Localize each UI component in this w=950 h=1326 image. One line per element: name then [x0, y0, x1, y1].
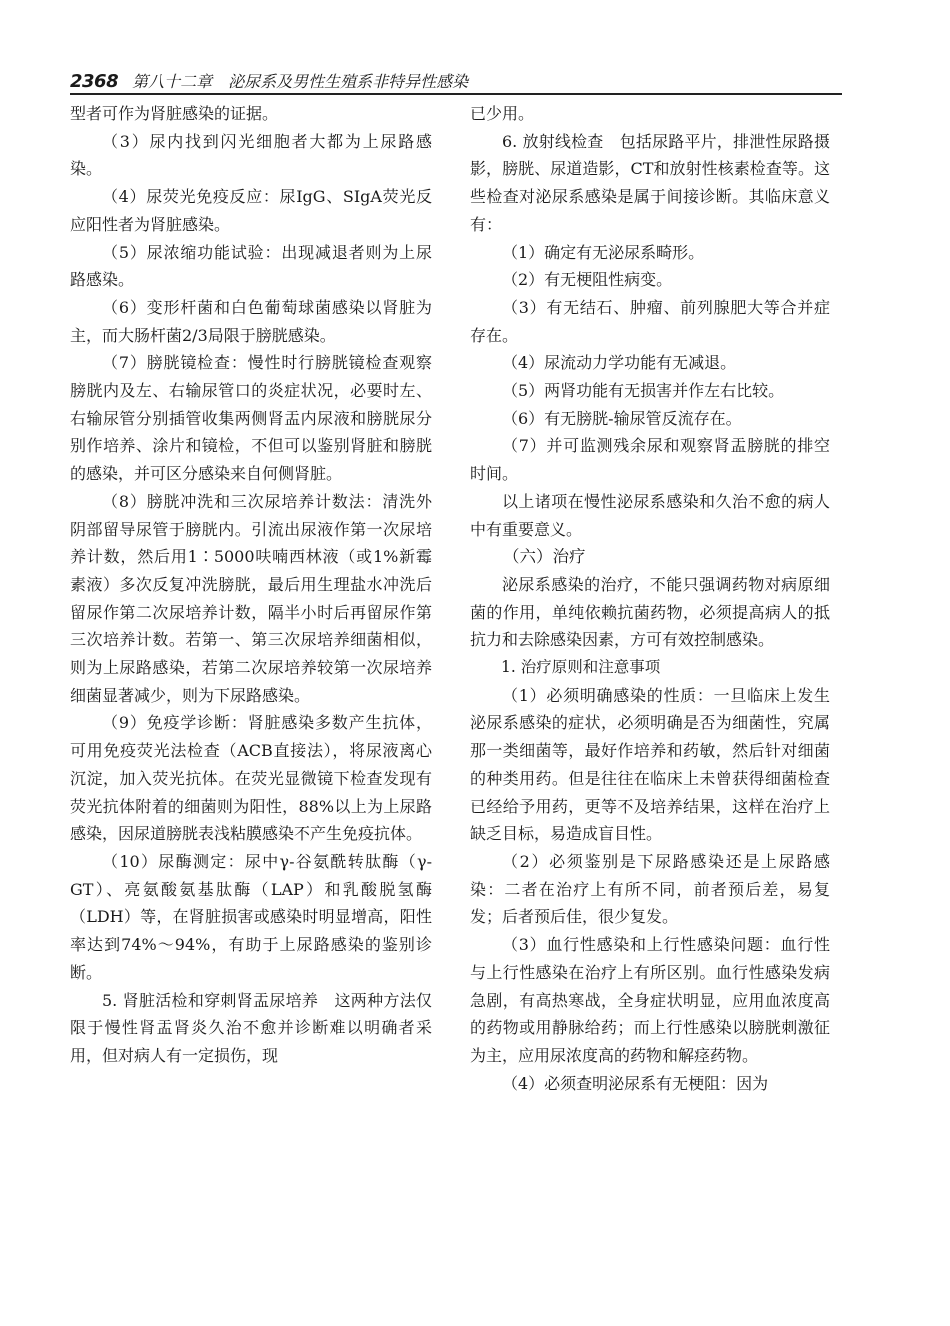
paragraph: （2）必须鉴别是下尿路感染还是上尿路感染：二者在治疗上有所不同，前者预后差，易复发；后者预后佳，很少复发。 [470, 851, 830, 927]
paragraph: 5. 肾脏活检和穿刺肾盂尿培养 这两种方法仅限于慢性肾盂肾炎久治不愈并诊断难以明确者采用，但对病人有一定损伤，现 [70, 990, 432, 1065]
paragraph: （1）确定有无泌尿系畸形。 [502, 242, 705, 262]
paragraph: （7）膀胱镜检查：慢性时行膀胱镜检查观察膀胱内及左、右输尿管口的炎症状况，必要时左、右输尿管分别插管收集两侧肾盂内尿液和膀胱尿分别作培养、涂片和镜检，不但可以鉴别肾脏和膀胱的感染，并可区分感染来自何侧肾脏。 [70, 353, 432, 484]
paragraph: 以上诸项在慢性泌尿系感染和久治不愈的病人中有重要意义。 [470, 491, 830, 539]
left-column [70, 100, 432, 1070]
paragraph: （9）免疫学诊断：肾脏感染多数产生抗体，可用免疫荧光法检查（ACB直接法），将尿液离心沉淀，加入荧光抗体。在荧光显微镜下检查发现有荧光抗体附着的细菌则为阳性，88%以上为上尿路感染，因尿道膀胱表浅粘膜感染不产生免疫抗体。 [70, 713, 432, 844]
chapter-title: 第八十二章 泌尿系及男性生殖系非特异性感染 [132, 72, 469, 91]
paragraph: 6. 放射线检查 包括尿路平片，排泄性尿路摄影，膀胱、尿道造影，CT和放射性核素检查等。这些检查对泌尿系感染是属于间接诊断。其临床意义有： [470, 131, 830, 234]
subsection-heading: 1. 治疗原则和注意事项 [501, 658, 661, 677]
paragraph: （3）尿内找到闪光细胞者大都为上尿路感染。 [70, 131, 432, 179]
paragraph: （8）膀胱冲洗和三次尿培养计数法：清洗外阴部留导尿管于膀胱内。引流出尿液作第一次尿培养计数，然后用1∶5000呋喃西林液（或1%新霉素液）多次反复冲洗膀胱，最后用生理盐水冲洗后留尿作第二次尿培养计数，隔半小时后再留尿作第三次培养计数。若第一、第三次尿培养细菌相似，则为上尿路感染，若第二次尿培养较第一次尿培养细菌显著减少，则为下尿路感染。 [70, 491, 432, 705]
paragraph: （4）必须查明泌尿系有无梗阻：因为 [502, 1073, 769, 1093]
paragraph: （5）尿浓缩功能试验：出现减退者则为上尿路感染。 [70, 242, 432, 290]
right-column [470, 100, 830, 1097]
header-rule [70, 93, 842, 95]
paragraph: （2）有无梗阻性病变。 [502, 270, 673, 290]
paragraph: 型者可作为肾脏感染的证据。 [70, 104, 279, 123]
paragraph: 已少用。 [470, 104, 535, 123]
paragraph: 泌尿系感染的治疗，不能只强调药物对病原细菌的作用，单纯依赖抗菌药物，必须提高病人的抵抗力和去除感染因素，方可有效控制感染。 [470, 574, 830, 650]
paragraph: （5）两肾功能有无损害并作左右比较。 [502, 381, 785, 401]
page-number: 2368 [70, 71, 119, 92]
paragraph: （6）有无膀胱-输尿管反流存在。 [502, 408, 742, 428]
paragraph: （10）尿酶测定：尿中γ-谷氨酰转肽酶（γ-GT）、亮氨酸氨基肽酶（LAP）和乳酸脱氢酶（LDH）等，在肾脏损害或感染时明显增高，阳性率达到74%～94%，有助于上尿路感染的鉴别诊断。 [70, 851, 432, 982]
paragraph: （3）有无结石、肿瘤、前列腺肥大等合并症存在。 [470, 297, 830, 345]
section-heading: （六）治疗 [503, 547, 586, 567]
paragraph: （3）血行性感染和上行性感染问题：血行性与上行性感染在治疗上有所区别。血行性感染发病急剧，有高热寒战，全身症状明显，应用血浓度高的药物或用静脉给药；而上行性感染以膀胱刺激征为主，应用尿浓度高的药物和解痉药物。 [470, 935, 830, 1065]
running-header [70, 66, 840, 92]
paragraph: （6）变形杆菌和白色葡萄球菌感染以肾脏为主，而大肠杆菌2/3局限于膀胱感染。 [70, 297, 432, 345]
paragraph: （7）并可监测残余尿和观察肾盂膀胱的排空时间。 [470, 436, 830, 484]
paragraph: （4）尿荧光免疫反应：尿IgG、SIgA荧光反应阳性者为肾脏感染。 [70, 187, 432, 234]
paragraph: （1）必须明确感染的性质：一旦临床上发生泌尿系感染的症状，必须明确是否为细菌性，究属那一类细菌等，最好作培养和药敏，然后针对细菌的种类用药。但是往往在临床上未曾获得细菌检查已经给予用药，更等不及培养结果，这样在治疗上缺乏目标，易造成盲目性。 [470, 685, 830, 844]
paragraph: （4）尿流动力学功能有无减退。 [502, 353, 737, 373]
